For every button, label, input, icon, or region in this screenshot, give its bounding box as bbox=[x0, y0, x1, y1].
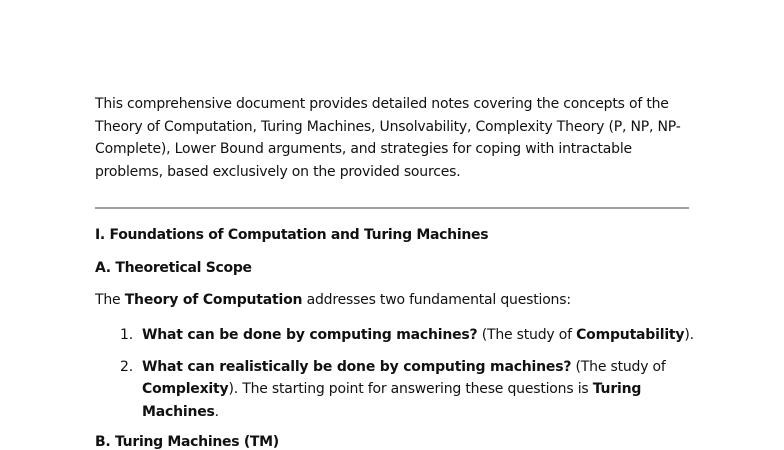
intro-line-2: Theory of Computation, Turing Machines, Unsolvability, Complexity Theory (P, NP, NP- bbox=[95, 118, 681, 135]
question-note: (The study of bbox=[571, 358, 666, 375]
question-text: What can realistically be done by computing machines? bbox=[142, 358, 572, 375]
horizontal-divider bbox=[95, 207, 689, 209]
intro-line-4: problems, based exclusively on the provided sources. bbox=[95, 163, 461, 180]
question-note: (The study of bbox=[477, 327, 577, 343]
list-item bbox=[95, 356, 695, 424]
intro-line-3: Complete), Lower Bound arguments, and strategies for coping with intractable bbox=[95, 141, 632, 157]
scope-text-after: addresses two fundamental questions: bbox=[302, 292, 571, 308]
scope-term: Theory of Computation bbox=[124, 292, 303, 308]
question-topic: Computability bbox=[576, 327, 685, 343]
intro-paragraph bbox=[95, 93, 695, 183]
question-text: What can be done by computing machines? bbox=[142, 327, 478, 343]
subsection-heading: A. Theoretical Scope bbox=[95, 260, 252, 276]
machines-term: Machines bbox=[142, 403, 215, 420]
list-number: 1. bbox=[120, 327, 133, 343]
question-end: . bbox=[214, 403, 219, 420]
list-number: 2. bbox=[120, 358, 133, 375]
questions-list bbox=[95, 324, 695, 432]
list-item bbox=[95, 324, 695, 347]
question-continuation: ). The starting point for answering these questions is bbox=[228, 381, 593, 397]
turing-term: Turing bbox=[592, 381, 642, 397]
question-topic: Complexity bbox=[142, 381, 229, 397]
scope-paragraph bbox=[95, 292, 571, 308]
scope-text-before: The bbox=[95, 292, 125, 308]
next-heading-partial: B. Turing Machines (TM) bbox=[95, 434, 279, 450]
section-heading: I. Foundations of Computation and Turing Machines bbox=[95, 227, 489, 243]
intro-line-1: This comprehensive document provides detailed notes covering the concepts of the bbox=[95, 96, 669, 112]
question-end: ). bbox=[684, 327, 694, 343]
